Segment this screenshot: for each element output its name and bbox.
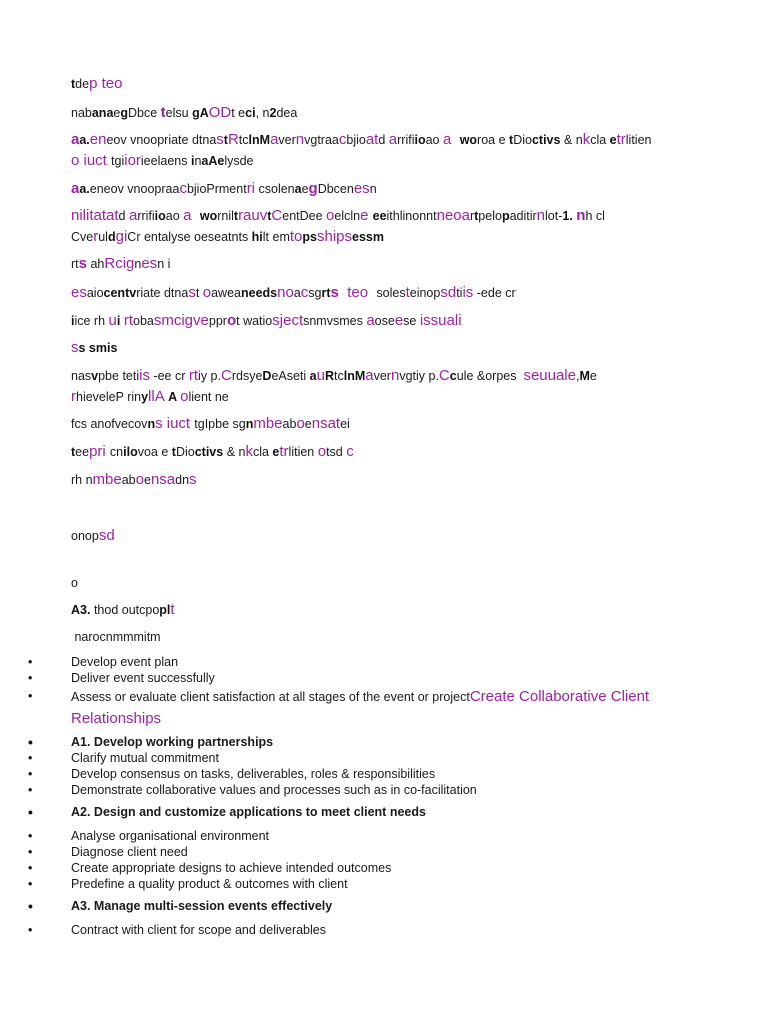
text-run: d (107, 230, 116, 244)
accent-text-run: issuali (419, 312, 462, 329)
text-run: dea (276, 106, 298, 120)
text-run: io (154, 209, 166, 223)
text-run: eneov vnoopraa (89, 182, 180, 196)
bullet-icon: • (28, 751, 33, 765)
accent-text-run: n (390, 367, 400, 384)
text-run: e (589, 369, 597, 383)
list-item-text: Predefine a quality product & outcomes with client (71, 877, 348, 891)
accent-text-run: e (360, 207, 373, 224)
bullet-icon: • (28, 861, 33, 875)
list-item-text: A3. Manage multi-session events effectively (71, 899, 333, 913)
text-run: se (403, 314, 420, 328)
text-run: d (118, 209, 129, 223)
accent-text-run: o (202, 284, 212, 301)
accent-text-run: sd (440, 284, 457, 301)
accent-text-run: o (226, 312, 237, 329)
accent-text-run: s (189, 471, 197, 488)
garbled-line (71, 599, 711, 621)
accent-text-run: nilitatat (71, 207, 119, 224)
garbled-line (71, 469, 711, 491)
accent-text-run: Rcig (104, 255, 135, 272)
text-run: ule &orpes (456, 369, 524, 383)
text-run: A3. (71, 603, 94, 617)
text-run: io (414, 133, 426, 147)
accent-text-run: C (271, 207, 283, 224)
text-run: 2 (269, 106, 277, 120)
bullet-icon: • (28, 767, 33, 781)
text-run: M (579, 369, 590, 383)
accent-text-run: sject (272, 312, 304, 329)
text-run: einop (409, 286, 441, 300)
text-run: ul (98, 230, 108, 244)
accent-text-run: sd (98, 527, 115, 544)
accent-text-run: a (366, 312, 375, 329)
garbled-line (71, 525, 711, 547)
accent-text-run: gi (115, 228, 128, 245)
accent-text-run: n (576, 207, 586, 224)
bullet-icon: • (28, 671, 33, 685)
accent-text-run: is (139, 367, 150, 384)
accent-text-run: a (270, 131, 279, 148)
text-run: R (324, 369, 334, 383)
accent-text-run: o (317, 443, 327, 460)
text-run: ei (340, 417, 350, 431)
accent-text-run: o (296, 415, 305, 432)
text-run: awea (211, 286, 241, 300)
text-run: -ee cr (149, 369, 189, 383)
bullet-icon: • (28, 898, 33, 914)
text-run: ao (425, 133, 443, 147)
text-run: csolen (255, 182, 295, 196)
list-item-text: A2. Design and customize applications to meet client needs (71, 805, 426, 819)
text-run: n (134, 257, 142, 271)
text-run: rnil (217, 209, 234, 223)
list-item-text: Deliver event successfully (71, 671, 215, 685)
list-item-text: Create appropriate designs to achieve intended outcomes (71, 861, 392, 875)
text-run: sg (308, 286, 322, 300)
text-run: e (113, 106, 121, 120)
text-run: nas (71, 369, 92, 383)
text-run: aditir (509, 209, 537, 223)
accent-text-run: tr (279, 443, 289, 460)
list-item-text: Demonstrate collaborative values and processes such as in co-facilitation (71, 783, 477, 797)
garbled-line (71, 73, 711, 95)
text-run: cla (252, 445, 273, 459)
text-run: e (304, 417, 312, 431)
text-run: ilo (123, 445, 138, 459)
accent-text-run: at (365, 131, 379, 148)
text-run: fcs anofvecov (71, 417, 148, 431)
text-run: ti (456, 286, 463, 300)
accent-text-run: seuuale (523, 367, 576, 384)
accent-text-run: mbe (253, 415, 283, 432)
accent-text-run: a (71, 131, 80, 148)
text-run: r (469, 209, 475, 223)
text-run: a (309, 369, 317, 383)
garbled-line (71, 413, 711, 435)
accent-text-run: no (277, 284, 294, 301)
list-item-text (71, 686, 731, 730)
accent-text-run: o (135, 471, 144, 488)
text-run: vgtiy p. (399, 369, 439, 383)
text-run: ver (278, 133, 296, 147)
text-run: essm (352, 230, 384, 244)
accent-text-run: o (326, 207, 335, 224)
text-run: & n (223, 445, 246, 459)
text-run: t (474, 209, 479, 223)
garbled-line (71, 310, 711, 332)
text-run: bjioPrment (186, 182, 247, 196)
text-run: Dio (175, 445, 195, 459)
text-run: roa e (477, 133, 510, 147)
text-run: ppr (208, 314, 227, 328)
garbled-line (71, 386, 711, 408)
text-run: Cve (71, 230, 94, 244)
accent-text-run: rt (123, 312, 133, 329)
accent-text-run: OD (208, 104, 232, 121)
text-run: oba (133, 314, 154, 328)
list-item-text: Contract with client for scope and deliverables (71, 923, 326, 937)
text-run: gA (192, 106, 209, 120)
text-run: i (71, 314, 75, 328)
accent-text-run: u (316, 367, 325, 384)
garbled-line (71, 627, 711, 648)
accent-text-run: es (141, 255, 158, 272)
bullet-icon: • (28, 783, 33, 797)
accent-text-run: r (93, 228, 99, 245)
text-run: lt em (262, 230, 290, 244)
text-run: elsu (165, 106, 193, 120)
text-run: eov vnoopriate dtna (106, 133, 217, 147)
text-run: entDee (282, 209, 327, 223)
accent-text-run: es (353, 180, 370, 197)
text-run: y (141, 390, 149, 404)
accent-text-run: s (78, 255, 87, 272)
text-run: & n (560, 133, 583, 147)
accent-text-run: n (295, 131, 305, 148)
accent-text-run: c (346, 443, 354, 460)
list-item-text: Clarify mutual commitment (71, 751, 219, 765)
accent-text-run: e (394, 312, 404, 329)
list-item (28, 688, 728, 728)
accent-text-run: nsa (150, 471, 176, 488)
garbled-line (71, 365, 711, 387)
text-run: pl (159, 603, 171, 617)
bullet-icon: • (28, 655, 33, 669)
text-run: D (262, 369, 272, 383)
text-run: cn (109, 445, 124, 459)
garbled-line (71, 226, 711, 248)
text-run: ctivs (194, 445, 224, 459)
text-run: dn (175, 473, 190, 487)
text-run: p (501, 209, 510, 223)
text-run: t e (231, 106, 246, 120)
text-run: lient ne (188, 390, 229, 404)
text-run: voa e (137, 445, 172, 459)
text-run: n (245, 417, 254, 431)
text-run: rh n (71, 473, 93, 487)
text-run: h cl (585, 209, 605, 223)
text-run: t (195, 286, 203, 300)
text-run: t (171, 445, 176, 459)
accent-text-run: rt (188, 367, 199, 384)
text-run: ctivs (531, 133, 561, 147)
accent-text-run: neoa (436, 207, 470, 224)
accent-text-run: mbe (92, 471, 122, 488)
text-run: Dbce (128, 106, 161, 120)
text-run: -ede cr (473, 286, 516, 300)
text-run: n (369, 182, 377, 196)
bullet-icon: • (28, 734, 33, 750)
text-run: needs (241, 286, 278, 300)
text-run: wo (199, 209, 218, 223)
text-run: v (91, 369, 99, 383)
text-run: t (71, 77, 76, 91)
text-run: ose (374, 314, 395, 328)
text-run: c (449, 369, 457, 383)
text-run: ab (282, 417, 297, 431)
text-run: tc (238, 133, 249, 147)
text-run: narocnmmmitm (71, 630, 161, 644)
accent-text-run: c (338, 131, 347, 148)
text-run: ver (373, 369, 391, 383)
accent-text-run: t (160, 104, 166, 121)
text-run: e (143, 473, 151, 487)
garbled-line (71, 573, 711, 594)
text-run: , (575, 369, 580, 383)
text-run: ieelaens (140, 154, 191, 168)
list-item-text: Develop consensus on tasks, deliverables, roles & responsibilities (71, 767, 436, 781)
accent-text-run: s iuct (155, 415, 195, 432)
accent-text-run: s (216, 131, 224, 148)
text-run: vgtraa (304, 133, 339, 147)
list-item-text: Develop event plan (71, 655, 179, 669)
text-run: 1. (562, 209, 577, 223)
accent-text-run: o iuct (71, 152, 112, 169)
text-run: litien (625, 133, 652, 147)
accent-text-run: t (405, 284, 410, 301)
text-run: ps (302, 230, 317, 244)
accent-text-run: s (330, 284, 348, 301)
text-run: thod outcpo (93, 603, 160, 617)
accent-text-run: pri (89, 443, 110, 460)
text-run: aio (86, 286, 104, 300)
accent-text-run: t (170, 601, 175, 618)
garbled-line (71, 253, 711, 275)
text-run: ithlinonnt (386, 209, 437, 223)
text-run: d (378, 133, 389, 147)
accent-text-run: o (180, 388, 189, 405)
text-run: rdsye (231, 369, 263, 383)
text-run: ci (245, 106, 256, 120)
accent-text-run: C (220, 367, 232, 384)
bullet-icon: • (28, 689, 33, 703)
accent-text-run: c (300, 284, 309, 301)
text-run: iy p. (198, 369, 221, 383)
text-run: ao (165, 209, 184, 223)
text-run: a (294, 182, 302, 196)
text-run: rt (321, 286, 331, 300)
accent-text-run: en (89, 131, 107, 148)
list-item-text: A1. Develop working partnerships (71, 735, 274, 749)
accent-text-run: es (71, 284, 87, 301)
garbled-line (71, 102, 711, 124)
text-run: tsd (326, 445, 347, 459)
text-run: litien (288, 445, 318, 459)
text-run: g (120, 106, 128, 120)
text-run: s smis (78, 341, 118, 355)
accent-text-run: tr (616, 131, 626, 148)
text-run: e (609, 133, 617, 147)
accent-text-run: C (438, 367, 450, 384)
accent-text-run: ior (124, 152, 141, 169)
text-run: n i (157, 257, 171, 271)
text-run: a. (79, 182, 90, 196)
accent-text-run: rauv (238, 207, 268, 224)
text-run: tgi (111, 154, 125, 168)
text-run: lnM (248, 133, 271, 147)
text-run: A (168, 390, 181, 404)
accent-text-run: a (183, 207, 200, 224)
list-item-text: Diagnose client need (71, 845, 188, 859)
text-run: e (301, 182, 309, 196)
text-run: bjio (346, 133, 366, 147)
text-run: tgIpbe sg (194, 417, 246, 431)
text-run: a. (79, 133, 90, 147)
garbled-line (71, 441, 711, 463)
text-run: ee (75, 445, 90, 459)
accent-text-run: is (462, 284, 474, 301)
text-run: hi (251, 230, 263, 244)
text-run: o (71, 576, 78, 590)
text-run: rrifi (397, 133, 415, 147)
text-run: lysde (224, 154, 254, 168)
text-run: t (509, 133, 514, 147)
text-run: onop (71, 529, 99, 543)
text-run: t watio (236, 314, 273, 328)
text-run: eAseti (271, 369, 310, 383)
text-run: a (293, 286, 301, 300)
garbled-paragraph (71, 129, 711, 151)
text-run: n (147, 417, 156, 431)
bullet-icon: • (28, 877, 33, 891)
text-run: t (267, 209, 272, 223)
text-run: rt (71, 257, 79, 271)
bullet-icon: • (28, 923, 33, 937)
accent-text-run: u (108, 312, 117, 329)
text-run: ice rh (74, 314, 109, 328)
text-run: tc (333, 369, 344, 383)
accent-text-run: to (289, 228, 303, 245)
text-run: soles (376, 286, 406, 300)
accent-text-run: k (245, 443, 253, 460)
accent-text-run: a (71, 180, 80, 197)
text-run: , n (255, 106, 270, 120)
garbled-line (71, 337, 711, 359)
accent-text-run: p teo (89, 75, 123, 92)
text-run: i (116, 314, 124, 328)
list-item-text-plain: Assess or evaluate client satisfaction at all stages of the event or project (71, 690, 470, 704)
bullet-icon: • (28, 845, 33, 859)
accent-text-run: ships (316, 228, 353, 245)
bullet-icon: • (28, 829, 33, 843)
garbled-line (71, 178, 711, 200)
garbled-line (71, 282, 711, 304)
accent-text-run: a (443, 131, 460, 148)
section-heading-accent: Create Collaborative Client Relationships (71, 688, 650, 727)
text-run: ee (372, 209, 387, 223)
text-run: Dbcen (317, 182, 354, 196)
text-run: pbe teti (98, 369, 140, 383)
accent-text-run: s (71, 339, 79, 356)
accent-text-run: nsat (311, 415, 341, 432)
accent-text-run: ri (246, 180, 256, 197)
accent-text-run: n (536, 207, 546, 224)
text-run: ah (86, 257, 105, 271)
text-run: wo (459, 133, 478, 147)
text-run: e (272, 445, 280, 459)
text-run: ab (121, 473, 136, 487)
text-run: t (71, 445, 76, 459)
text-run: centv (103, 286, 137, 300)
accent-text-run: smcigve (153, 312, 209, 329)
text-run: lnM (343, 369, 366, 383)
text-run: aAe (201, 154, 225, 168)
text-run: Dio (513, 133, 532, 147)
text-run: pelo (478, 209, 502, 223)
accent-text-run: c (179, 180, 187, 197)
accent-text-run: a (388, 131, 398, 148)
text-run: nab (71, 106, 92, 120)
list-item-text: Analyse organisational environment (71, 829, 270, 843)
text-run: hieveleP rin (76, 390, 142, 404)
text-run: snmvsmes (303, 314, 367, 328)
text-run: elcln (334, 209, 361, 223)
accent-text-run: r (71, 388, 76, 405)
text-run: n (194, 154, 202, 168)
garbled-line (71, 205, 711, 227)
garbled-line (71, 150, 711, 172)
text-run: i (190, 154, 195, 168)
text-run: t (223, 133, 228, 147)
accent-text-run: llA (148, 388, 169, 405)
accent-text-run: s (188, 284, 196, 301)
accent-text-run: g (308, 180, 318, 197)
accent-text-run: a (128, 207, 138, 224)
text-run: lot- (545, 209, 563, 223)
text-run: t (233, 209, 239, 223)
accent-text-run: a (365, 367, 374, 384)
text-run: ana (91, 106, 114, 120)
bullet-icon: • (28, 804, 33, 820)
accent-text-run: R (227, 131, 239, 148)
accent-text-run: k (582, 131, 591, 148)
text-run: de (75, 77, 90, 91)
text-run: riate dtna (136, 286, 189, 300)
accent-text-run: teo (347, 284, 377, 301)
text-run: rrifi (137, 209, 155, 223)
text-run: cla (590, 133, 610, 147)
text-run: Cr entalyse oeseatnts (127, 230, 252, 244)
